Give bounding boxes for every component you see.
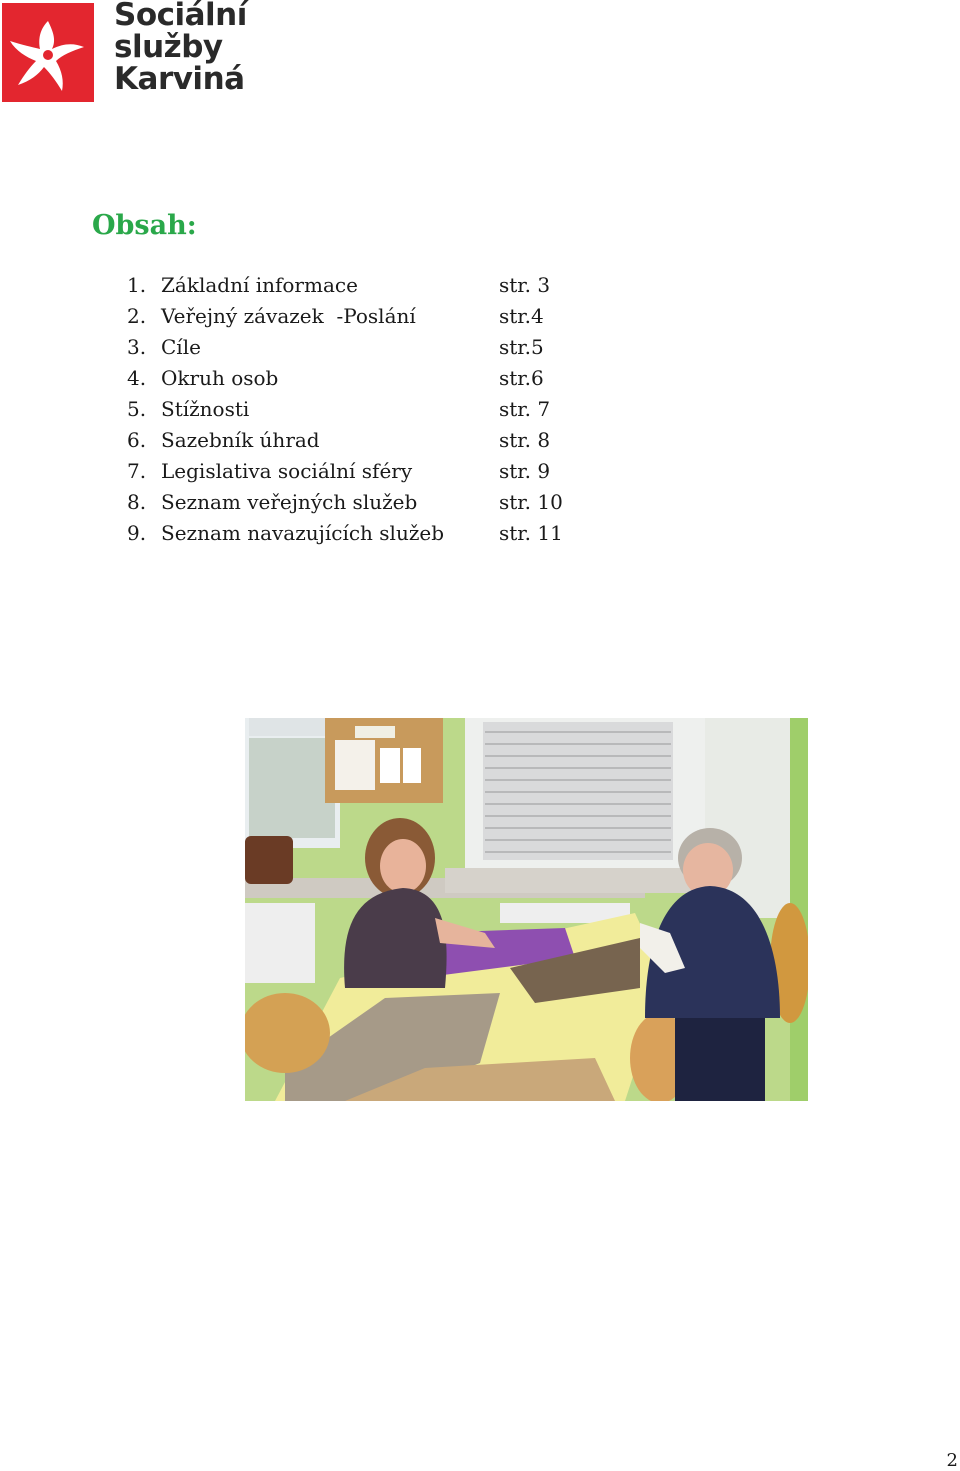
toc-item-page: str. 10: [499, 490, 563, 514]
toc-item-number: 6.: [127, 428, 147, 452]
toc-item-label: Legislativa sociální sféry: [161, 459, 413, 483]
toc-item-number: 5.: [127, 397, 147, 421]
toc-item-number: 1.: [127, 273, 147, 297]
toc-item-label: Stížnosti: [161, 397, 250, 421]
toc-item-number: 3.: [127, 335, 147, 359]
toc-item-number: 9.: [127, 521, 147, 545]
toc-item-page: str. 11: [499, 521, 563, 545]
logo-line-3: Karviná: [114, 61, 245, 97]
page-number: 2: [946, 1450, 958, 1471]
toc-item-label: Seznam navazujících služeb: [161, 521, 444, 545]
toc-item-page: str.6: [499, 366, 544, 390]
organization-logo: [2, 0, 252, 103]
logo-line-2: služby: [114, 29, 223, 65]
toc-item-label: Sazebník úhrad: [161, 428, 320, 452]
logo-wordmark: [114, 0, 247, 95]
toc-heading: Obsah:: [92, 210, 197, 241]
toc-item-number: 4.: [127, 366, 147, 390]
toc-item-label: Cíle: [161, 335, 201, 359]
pinwheel-star-icon: [2, 3, 94, 102]
activity-photo: [245, 718, 808, 1101]
toc-item-label: Okruh osob: [161, 366, 279, 390]
toc-item-page: str.5: [499, 335, 544, 359]
toc-item-label: Seznam veřejných služeb: [161, 490, 418, 514]
toc-item-page: str. 7: [499, 397, 551, 421]
toc-item-number: 7.: [127, 459, 147, 483]
logo-line-1: Sociální: [114, 0, 247, 33]
toc-item-page: str. 8: [499, 428, 551, 452]
toc-item-number: 2.: [127, 304, 147, 328]
toc-item-page: str. 3: [499, 273, 551, 297]
toc-item-page: str. 9: [499, 459, 551, 483]
toc-item-page: str.4: [499, 304, 544, 328]
toc-item-label: Veřejný závazek -Poslání: [161, 304, 416, 328]
toc-item-number: 8.: [127, 490, 147, 514]
toc-item-label: Základní informace: [161, 273, 358, 297]
